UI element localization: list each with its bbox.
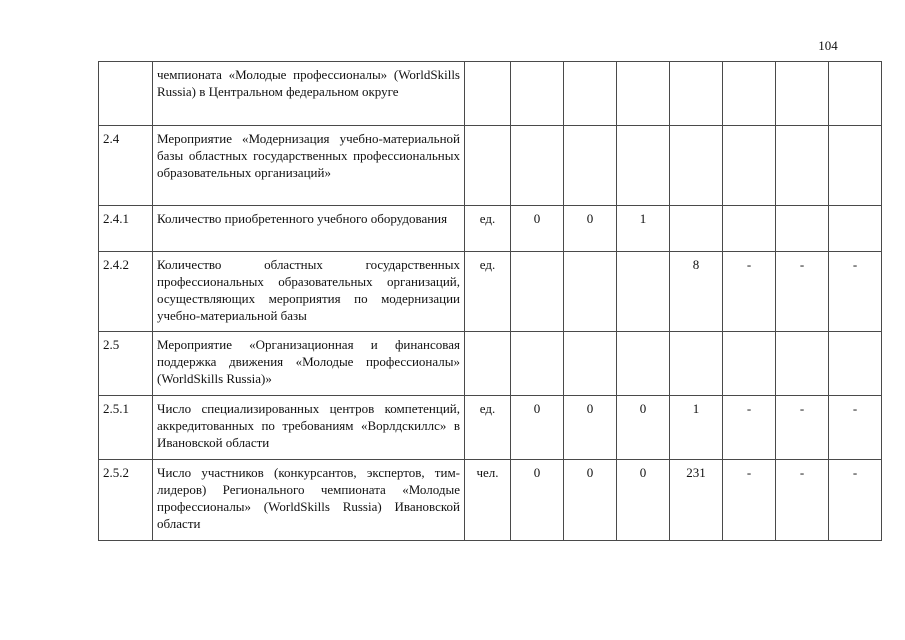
page-number: 104 [818, 38, 838, 53]
row-unit [465, 126, 511, 206]
row-unit: ед. [465, 252, 511, 332]
indicators-table [98, 61, 882, 541]
value-cell [776, 126, 829, 206]
row-number: 2.5.1 [99, 396, 153, 460]
value-cell [776, 206, 829, 252]
value-cell [511, 332, 564, 396]
table-row [99, 396, 882, 460]
value-cell [670, 332, 723, 396]
row-description: Число специализированных центров компетенций, аккредитованных по требованиям «Ворлдскиллс» в Ивановской области [153, 396, 465, 460]
row-description: Количество областных государственных профессиональных образовательных организаций, осуществляющих мероприятия по модернизации учебно-материальной базы [153, 252, 465, 332]
value-cell [723, 62, 776, 126]
value-cell [511, 126, 564, 206]
value-cell: 0 [511, 396, 564, 460]
value-cell [670, 206, 723, 252]
row-description: Мероприятие «Организационная и финансовая поддержка движения «Молодые профессионалы» (WorldSkills Russia)» [153, 332, 465, 396]
value-cell [511, 62, 564, 126]
value-cell: - [723, 396, 776, 460]
value-cell [829, 126, 882, 206]
value-cell [617, 332, 670, 396]
value-cell [670, 126, 723, 206]
value-cell: 0 [617, 396, 670, 460]
value-cell: 1 [617, 206, 670, 252]
value-cell: - [776, 396, 829, 460]
value-cell: 0 [564, 460, 617, 541]
row-number: 2.5 [99, 332, 153, 396]
row-number: 2.5.2 [99, 460, 153, 541]
value-cell [723, 126, 776, 206]
table-row [99, 252, 882, 332]
row-unit: ед. [465, 206, 511, 252]
row-description: Количество приобретенного учебного оборудования [153, 206, 465, 252]
value-cell [564, 252, 617, 332]
value-cell [617, 252, 670, 332]
value-cell [564, 332, 617, 396]
row-description: чемпионата «Молодые профессионалы» (WorldSkills Russia) в Центральном федеральном округе [153, 62, 465, 126]
value-cell [564, 126, 617, 206]
value-cell [776, 332, 829, 396]
table-row [99, 332, 882, 396]
row-number: 2.4.1 [99, 206, 153, 252]
row-description: Число участников (конкурсантов, экспертов, тим-лидеров) Регионального чемпионата «Молодые профессионалы» (WorldSkills Russia) Ивановской области [153, 460, 465, 541]
table-row [99, 126, 882, 206]
value-cell [829, 62, 882, 126]
value-cell: 1 [670, 396, 723, 460]
value-cell: - [829, 252, 882, 332]
value-cell [723, 332, 776, 396]
value-cell: 0 [511, 206, 564, 252]
value-cell: - [829, 396, 882, 460]
row-unit [465, 62, 511, 126]
value-cell: - [829, 460, 882, 541]
value-cell [617, 126, 670, 206]
row-description: Мероприятие «Модернизация учебно-материальной базы областных государственных профессиональных образовательных организаций» [153, 126, 465, 206]
value-cell: 0 [511, 460, 564, 541]
value-cell [776, 62, 829, 126]
value-cell [670, 62, 723, 126]
row-number: 2.4 [99, 126, 153, 206]
table-row [99, 62, 882, 126]
value-cell: 0 [564, 206, 617, 252]
row-number [99, 62, 153, 126]
value-cell: 0 [617, 460, 670, 541]
value-cell [564, 62, 617, 126]
value-cell [723, 206, 776, 252]
value-cell: 8 [670, 252, 723, 332]
row-unit: чел. [465, 460, 511, 541]
row-number: 2.4.2 [99, 252, 153, 332]
value-cell: 0 [564, 396, 617, 460]
value-cell: - [776, 252, 829, 332]
table-row [99, 460, 882, 541]
row-unit: ед. [465, 396, 511, 460]
value-cell: - [723, 460, 776, 541]
value-cell: - [776, 460, 829, 541]
value-cell: - [723, 252, 776, 332]
value-cell: 231 [670, 460, 723, 541]
table-row [99, 206, 882, 252]
value-cell [617, 62, 670, 126]
value-cell [511, 252, 564, 332]
value-cell [829, 332, 882, 396]
value-cell [829, 206, 882, 252]
row-unit [465, 332, 511, 396]
